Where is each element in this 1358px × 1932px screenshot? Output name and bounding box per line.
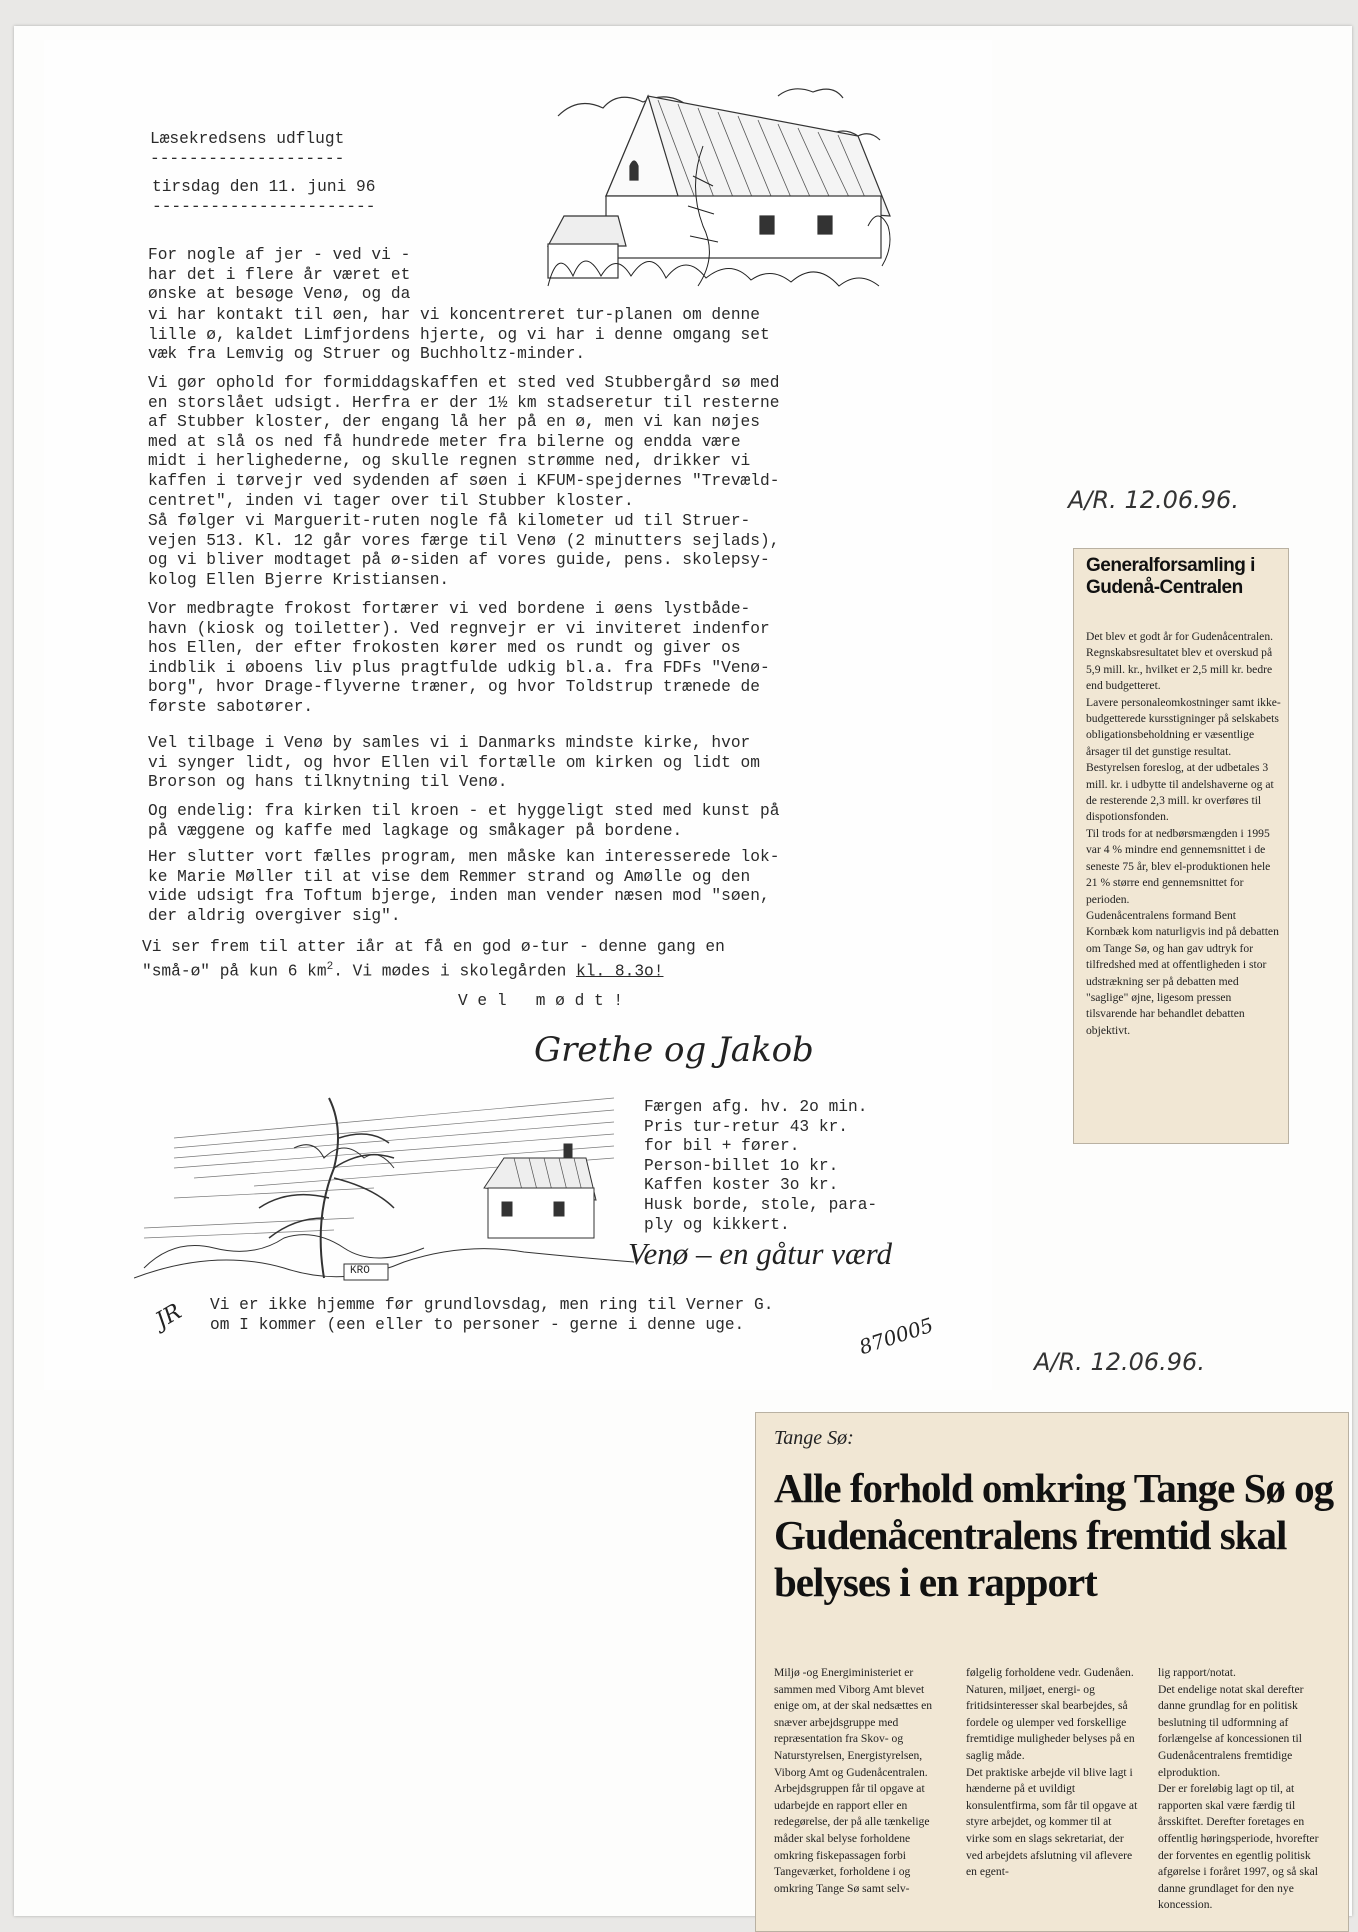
clip2-archive-stamp: A/R. 12.06.96.	[1034, 1348, 1205, 1376]
meeting-text: . Vi mødes i skolegården	[333, 962, 577, 981]
clip2-kicker: Tange Sø:	[774, 1427, 854, 1449]
letter-paragraph-2: Vi gør ophold for formiddagskaffen et sted ved Stubbergård sø med en storslået udsigt. Herfra er der 1½ km stadseretur til resterne af Stubber kloster, der engang lå her på en ø, men vi kan nøjes med at slå os ned få hundrede meter fra bilerne og endda være midt i herlighederne, og skulle regnen strømme ned, drikker vi kaffen i tørvejr ved sydenden af søen i KFUM-spejdernes "Trevæld- centret", inden vi tager over til Stubber kloster.	[148, 374, 780, 510]
clip1-archive-stamp: A/R. 12.06.96.	[1068, 486, 1239, 514]
area-text: "små-ø" på kun 6 km	[142, 962, 327, 981]
clip2-column-1	[774, 1665, 946, 1897]
kro-landscape-illustration	[134, 1078, 634, 1298]
signature: Grethe og Jakob	[534, 1030, 814, 1070]
letter-date-underline: -----------------------	[152, 198, 376, 216]
letter-date: tirsdag den 11. juni 96	[152, 178, 376, 196]
newspaper-clipping-tange-so	[755, 1412, 1349, 1932]
letter-paragraph-8a: Vi ser frem til atter iår at få en god ø-tur - denne gang en	[142, 938, 725, 956]
clip2-paragraph: lig rapport/notat.	[1158, 1666, 1236, 1679]
letter-paragraph-8b	[142, 958, 663, 982]
meeting-time: kl. 8.3o!	[576, 962, 664, 981]
letter-title-underline: --------------------	[150, 150, 345, 168]
typed-letter	[44, 40, 992, 1390]
letter-paragraph-5: Vel tilbage i Venø by samles vi i Danmarks mindste kirke, hvor vi synger lidt, og hvor Ellen vil fortælle om kirken og lidt om Brorson og hans tilknytning til Venø.	[148, 734, 760, 792]
clip2-paragraph: Det endelige notat skal derefter danne grundlag for en politisk beslutning til udformning af forlængelse af koncessionen til Gudenåcentralens fremtidige elproduktion.	[1158, 1682, 1304, 1779]
clip1-headline: Generalforsamling i Gudenå-Centralen	[1086, 555, 1255, 598]
letter-paragraph-3: Så følger vi Marguerit-ruten nogle få kilometer ud til Struer- vejen 513. Kl. 12 går vores færge til Venø (2 minutters sejlads), og vi bliver modtaget på ø-siden af vores guide, pens. skolepsy- kolog Ellen Bjerre Kristiansen.	[148, 512, 780, 589]
letter-paragraph-7: Her slutter vort fælles program, men måske kan interesserede lok- ke Marie Møller til at vise dem Remmer strand og Amølle og den vide udsigt fra Toftum bjerge, inden man vender næsen mod "søen, der aldrig overgiver sig".	[148, 848, 780, 925]
clip1-paragraph: Gudenåcentralens formand Bent Kornbæk kom naturligvis ind på debatten om Tange Sø, og han gav udtryk for tilfredshed med at offentligheden i stor udstrækning ser på debatten med "saglige" øjne, ligesom pressen tilsvarende har behandlet debatten objektivt.	[1086, 908, 1279, 1037]
letter-intro: For nogle af jer - ved vi - har det i flere år været et ønske at besøge Venø, og da	[148, 246, 411, 304]
clip2-paragraph: Arbejdsgruppen får til opgave at udarbejde en rapport eller en redegørelse, der på alle tænkelige måder skal belyse forholdene omkring fiskepassagen forbi Tangeværket, forholdene i og omkring Tange Sø samt selv-	[774, 1782, 930, 1895]
letter-paragraph-6: Og endelig: fra kirken til kroen - et hyggeligt sted med kunst på på væggene og kaffe med lagkage og småkager på bordene.	[148, 802, 780, 840]
letter-paragraph-4: Vor medbragte frokost fortærer vi ved bordene i øens lystbåde- havn (kiosk og toiletter). Ved regnvejr er vi inviteret indenfor hos Ellen, der efter frokosten kører med os rundt og giver os indblik i øboens liv plus pragtfulde udkig bl.a. fra FDFs "Venø- borg", hvor Drage-flyverne træner, og hvor Toldstrup trænede de første sabotører.	[148, 600, 770, 716]
letter-paragraph-1: vi har kontakt til øen, har vi koncentreret tur-planen om denne lille ø, kaldet Limfjordens hjerte, og vi har i denne omgang set væk fra Lemvig og Struer og Buchholtz-minder.	[148, 306, 770, 364]
letter-title: Læsekredsens udflugt	[150, 130, 345, 148]
clip2-paragraph: Det praktiske arbejde vil blive lagt i hænderne på et uvildigt konsulentfirma, som får til opgave at styre arbejdet, og kommer til at virke som en slags sekretariat, der ved arbejdets afslutning vil aflevere en egent-	[966, 1765, 1138, 1879]
clip2-paragraph: Der er foreløbig lagt op til, at rapporten skal være færdig til årsskiftet. Derefter foretages en offentlig høringsperiode, hvorefter der forventes en egentlig politisk afgørelse i foråret 1997, og så skal danne grundlaget for den nye koncession.	[1158, 1782, 1319, 1912]
illustration-caption: Venø – en gåtur værd	[628, 1236, 893, 1271]
clip2-paragraph: følgelig forholdene vedr. Gudenåen.	[966, 1666, 1134, 1679]
farewell-line: V e l m ø d t !	[458, 992, 624, 1010]
clip1-paragraph: Regnskabsresultatet blev et overskud på 5,9 mill. kr., hvilket er 2,5 mill kr. bedre end budgetteret.	[1086, 646, 1273, 693]
clip1-body	[1086, 629, 1282, 1039]
archive-sheet	[14, 26, 1352, 1916]
clip2-paragraph: Naturen, miljøet, energi- og fritidsinteresser skal bearbejdes, så fordele og ulemper ved forskellige fremtidige muligheder belyses på en saglig måde.	[966, 1682, 1135, 1762]
clip1-paragraph: Bestyrelsen foreslog, at der udbetales 3 mill. kr. i udbytte til andelshaverne og at de resterende 2,3 mill. kr overføres til dispotionsfonden.	[1086, 761, 1274, 824]
church-illustration	[528, 66, 908, 292]
letter-footer: Vi er ikke hjemme før grundlovsdag, men ring til Verner G. om I kommer (een eller to personer - gerne i denne uge.	[210, 1296, 774, 1334]
initials-mark: JR	[151, 1299, 186, 1334]
clip1-paragraph: Lavere personaleomkostninger samt ikke-budgetterede kursstigninger på selskabets obligationsbeholdning er væsentlige årsager til det gunstige resultat.	[1086, 695, 1281, 758]
clip2-column-2	[966, 1665, 1138, 1881]
clip2-headline: Alle forhold omkring Tange Sø og Gudenåcentralens fremtid skal belyses i en rapport	[774, 1465, 1334, 1605]
area-superscript: 2	[326, 961, 334, 973]
clip1-paragraph: Til trods for at nedbørsmængden i 1995 var 4 % mindre end gennemsnittet i de seneste 75 år, blev el-produktionen hele 21 % større end gennemsnittet for perioden.	[1086, 826, 1271, 906]
archive-number: 870005	[856, 1312, 937, 1360]
clip1-paragraph: Det blev et godt år for Gudenåcentralen.	[1086, 630, 1274, 643]
clip2-column-3	[1158, 1665, 1330, 1914]
kro-sign: KRO	[350, 1265, 370, 1277]
newspaper-clipping-generalforsamling	[1073, 548, 1289, 1144]
practical-info: Færgen afg. hv. 2o min. Pris tur-retur 43 kr. for bil + fører. Person-billet 1o kr. Kaffen koster 3o kr. Husk borde, stole, para- ply og kikkert.	[644, 1098, 878, 1234]
clip2-paragraph: Miljø -og Energiministeriet er sammen med Viborg Amt blevet enige om, at der skal nedsættes en snæver arbejdsgruppe med repræsentation fra Skov- og Naturstyrelsen, Energistyrelsen, Viborg Amt og Gudenåcentralen.	[774, 1666, 933, 1779]
